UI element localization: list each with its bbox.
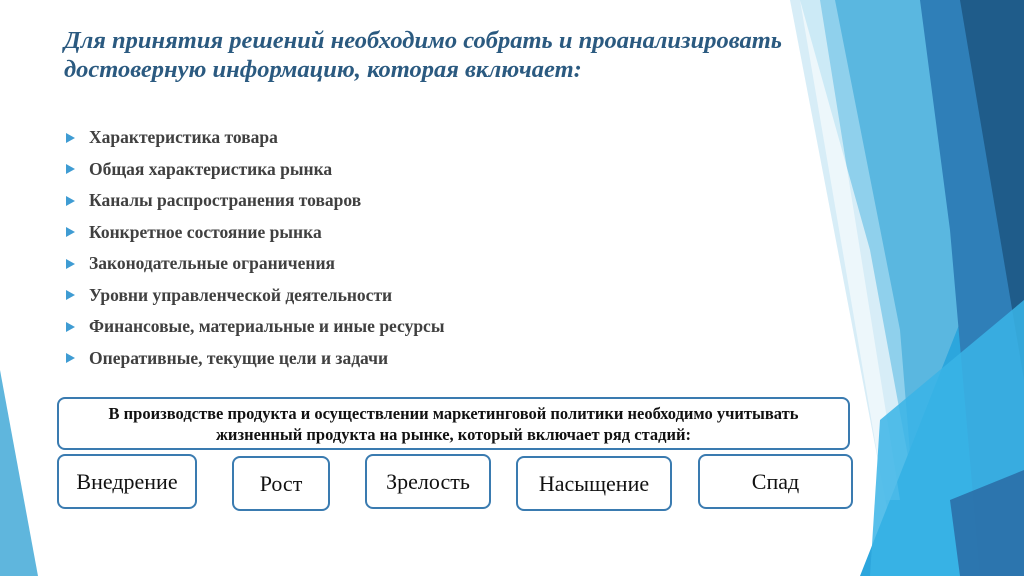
stage-box-decline: Спад: [698, 454, 853, 509]
stage-box-introduction: Внедрение: [57, 454, 197, 509]
lifecycle-info-box: В производстве продукта и осуществлении маркетинговой политики необходимо учитывать жизненный продукта на рынке, который включает ряд стадий:: [57, 397, 850, 450]
triangle-bullet-icon: [66, 133, 75, 143]
list-item-text: Общая характеристика рынка: [89, 158, 333, 179]
list-item: [64, 122, 444, 154]
left-wedge: [0, 370, 38, 576]
list-item: [64, 280, 444, 312]
triangle-bullet-icon: [66, 227, 75, 237]
list-item-text: Каналы распространения товаров: [89, 190, 362, 211]
list-item-text: Характеристика товара: [89, 127, 278, 148]
triangle-bullet-icon: [66, 259, 75, 269]
triangle-bullet-icon: [66, 290, 75, 300]
stage-box-growth: Рост: [232, 456, 330, 511]
triangle-bullet-icon: [66, 322, 75, 332]
list-item: [64, 154, 444, 186]
list-item: [64, 248, 444, 280]
stage-box-saturation: Насыщение: [516, 456, 672, 511]
triangle-bullet-icon: [66, 164, 75, 174]
list-item: [64, 185, 444, 217]
list-item-text: Законодательные ограничения: [89, 253, 336, 274]
bullet-list: [64, 122, 444, 374]
triangle-bullet-icon: [66, 353, 75, 363]
list-item-text: Уровни управленческой деятельности: [89, 284, 393, 305]
triangle-bullet-icon: [66, 196, 75, 206]
slide-title: Для принятия решений необходимо собрать и проанализировать достоверную информацию, которая включает:: [64, 27, 783, 83]
list-item: [64, 217, 444, 249]
list-item-text: Финансовые, материальные и иные ресурсы: [89, 316, 445, 337]
stage-box-maturity: Зрелость: [365, 454, 491, 509]
list-item-text: Оперативные, текущие цели и задачи: [89, 347, 389, 368]
list-item: [64, 343, 444, 375]
list-item-text: Конкретное состояние рынка: [89, 221, 322, 242]
list-item: [64, 311, 444, 343]
